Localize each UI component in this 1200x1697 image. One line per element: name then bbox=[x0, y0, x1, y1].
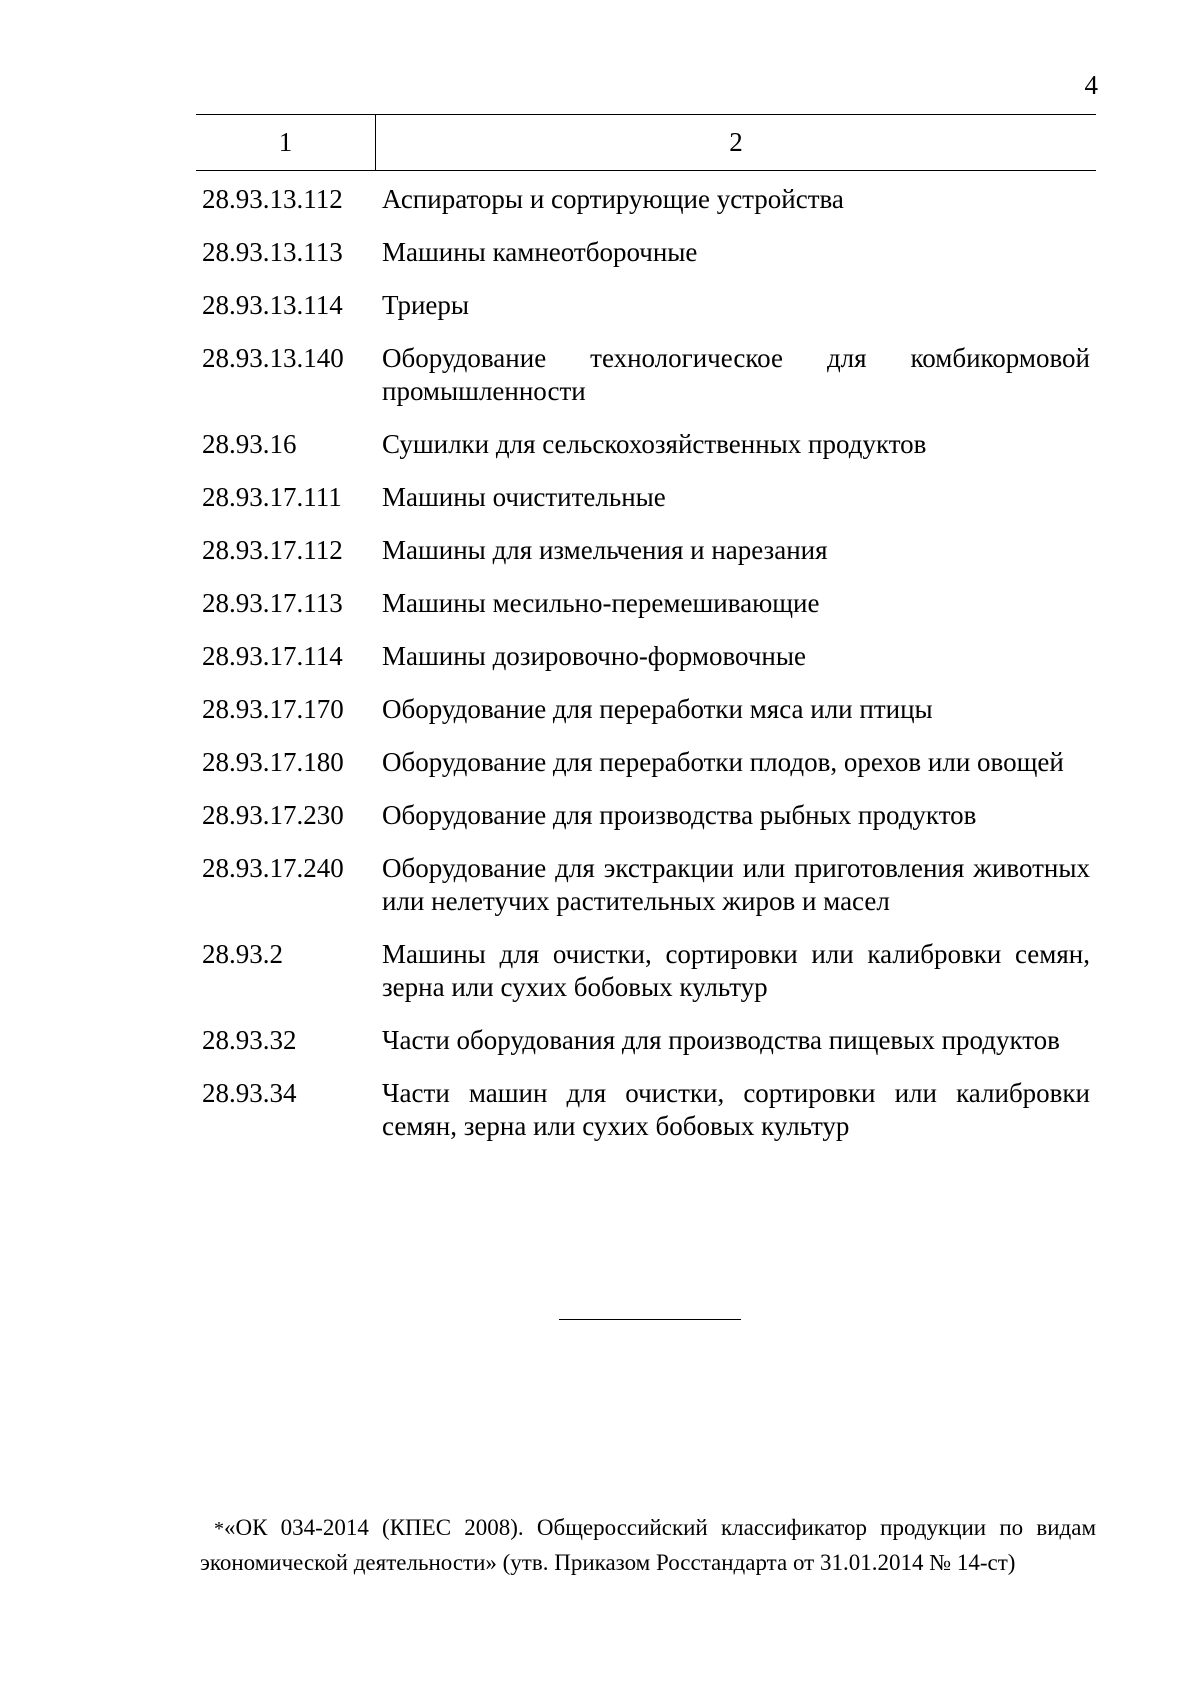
table-body bbox=[196, 183, 1096, 1143]
row-description: Сушилки для сельскохозяйственных продуктов bbox=[382, 429, 927, 459]
classification-table bbox=[196, 114, 1096, 1163]
row-code: 28.93.17.114 bbox=[202, 641, 343, 671]
row-code: 28.93.13.114 bbox=[202, 290, 343, 320]
table-row bbox=[196, 1077, 1096, 1143]
table-row bbox=[196, 1024, 1096, 1057]
table-header bbox=[196, 114, 1096, 171]
row-code: 28.93.17.170 bbox=[202, 694, 344, 724]
row-code: 28.93.13.140 bbox=[202, 343, 344, 373]
row-description: Оборудование для экстракции или приготовления животных или нелетучих растительных жиров и масел bbox=[382, 853, 1090, 916]
table-row bbox=[196, 746, 1096, 779]
table-row bbox=[196, 693, 1096, 726]
row-description: Части оборудования для производства пищевых продуктов bbox=[382, 1025, 1060, 1055]
row-description: Машины для очистки, сортировки или калибровки семян, зерна или сухих бобовых культур bbox=[382, 939, 1090, 1002]
row-code: 28.93.17.111 bbox=[202, 482, 342, 512]
row-description: Триеры bbox=[382, 290, 470, 320]
row-description: Машины месильно-перемешивающие bbox=[382, 588, 820, 618]
footnote-mark: * bbox=[214, 1518, 224, 1540]
table-row bbox=[196, 481, 1096, 514]
row-description: Аспираторы и сортирующие устройства bbox=[382, 184, 844, 214]
row-description: Машины камнеотборочные bbox=[382, 237, 698, 267]
row-description: Оборудование для переработки мяса или птицы bbox=[382, 694, 933, 724]
header-col-1: 1 bbox=[196, 115, 376, 170]
row-code: 28.93.17.180 bbox=[202, 747, 344, 777]
row-description: Оборудование для производства рыбных продуктов bbox=[382, 800, 977, 830]
row-code: 28.93.16 bbox=[202, 429, 297, 459]
row-code: 28.93.17.113 bbox=[202, 588, 343, 618]
row-code: 28.93.32 bbox=[202, 1025, 297, 1055]
end-separator-line bbox=[559, 1319, 741, 1320]
row-code: 28.93.17.230 bbox=[202, 800, 344, 830]
table-row bbox=[196, 799, 1096, 832]
table-row bbox=[196, 428, 1096, 461]
footnote bbox=[200, 1511, 1096, 1579]
table-row bbox=[196, 183, 1096, 216]
row-code: 28.93.34 bbox=[202, 1078, 297, 1108]
header-col-2: 2 bbox=[729, 127, 743, 157]
row-description: Оборудование технологическое для комбикормовой промышленности bbox=[382, 343, 1090, 406]
row-description: Оборудование для переработки плодов, орехов или овощей bbox=[382, 747, 1064, 777]
table-row bbox=[196, 236, 1096, 269]
row-code: 28.93.17.112 bbox=[202, 535, 343, 565]
row-description: Части машин для очистки, сортировки или калибровки семян, зерна или сухих бобовых культур bbox=[382, 1078, 1090, 1141]
table-row bbox=[196, 342, 1096, 408]
row-code: 28.93.13.113 bbox=[202, 237, 343, 267]
page-number: 4 bbox=[1084, 70, 1098, 100]
row-description: Машины очистительные bbox=[382, 482, 666, 512]
table-row bbox=[196, 640, 1096, 673]
row-description: Машины для измельчения и нарезания bbox=[382, 535, 828, 565]
row-code: 28.93.17.240 bbox=[202, 853, 344, 883]
table-row bbox=[196, 534, 1096, 567]
table-row bbox=[196, 938, 1096, 1004]
row-code: 28.93.13.112 bbox=[202, 184, 343, 214]
table-row bbox=[196, 587, 1096, 620]
row-description: Машины дозировочно-формовочные bbox=[382, 641, 806, 671]
row-code: 28.93.2 bbox=[202, 939, 283, 969]
table-row bbox=[196, 289, 1096, 322]
table-row bbox=[196, 852, 1096, 918]
footnote-text: «ОК 034-2014 (КПЕС 2008). Общероссийский классификатор продукции по видам экономической деятельности» (утв. Приказом Росстандарта от 31.01.2014 № 14-ст) bbox=[200, 1515, 1096, 1575]
